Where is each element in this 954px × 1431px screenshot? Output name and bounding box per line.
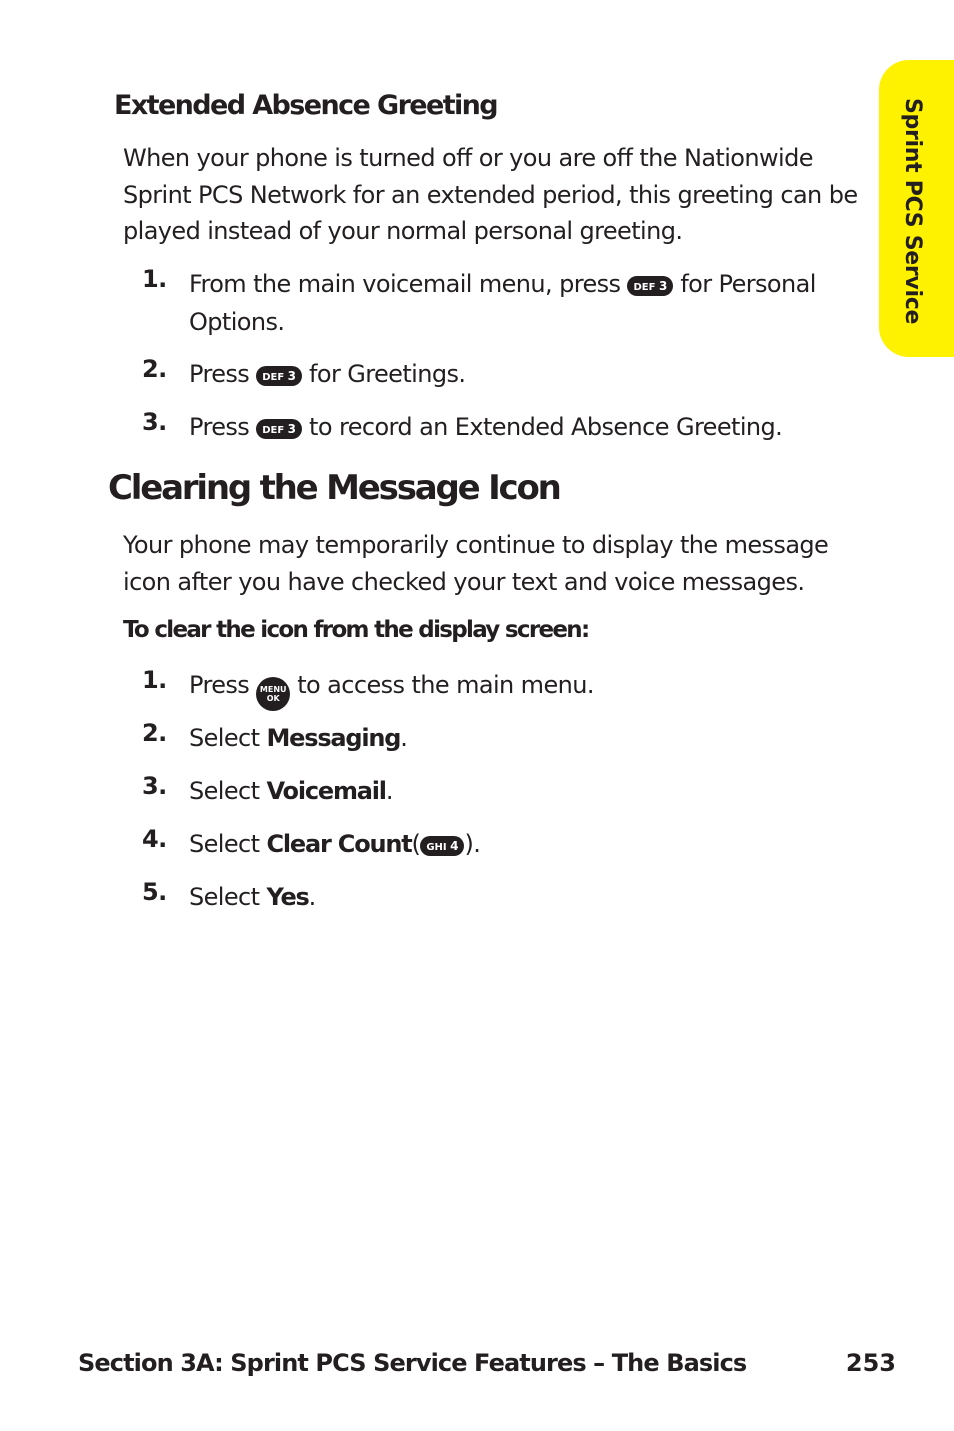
step-number: 2. bbox=[142, 719, 167, 747]
steps-lead: To clear the icon from the display screen: bbox=[123, 617, 589, 643]
step-number: 2. bbox=[142, 355, 167, 383]
clearing-message-icon-body: Your phone may temporarily continue to display the message icon after you have checked your text and voice messages. bbox=[123, 531, 829, 596]
step-number: 5. bbox=[142, 878, 167, 906]
def-3-key-icon: DEF 3 bbox=[256, 419, 302, 439]
extended-absence-heading: Extended Absence Greeting bbox=[114, 90, 498, 121]
def-3-key-icon: DEF 3 bbox=[256, 366, 302, 386]
footer-section-title: Section 3A: Sprint PCS Service Features – The Basics bbox=[78, 1349, 747, 1377]
step-number: 1. bbox=[142, 666, 167, 694]
page-number: 253 bbox=[845, 1349, 896, 1377]
ghi-4-key-icon: GHI 4 bbox=[420, 836, 464, 856]
side-tab-label: Sprint PCS Service bbox=[900, 98, 925, 325]
menu-ok-key-icon: MENU OK bbox=[256, 677, 290, 711]
step-number: 4. bbox=[142, 825, 167, 853]
step-number: 3. bbox=[142, 408, 167, 436]
clearing-message-icon-heading: Clearing the Message Icon bbox=[108, 468, 560, 508]
def-3-key-icon: DEF 3 bbox=[627, 276, 673, 296]
step-number: 3. bbox=[142, 772, 167, 800]
extended-absence-body: When your phone is turned off or you are off the Nationwide Sprint PCS Network for an extended period, this greeting can be played instead of your normal personal greeting. bbox=[123, 144, 858, 245]
step-number: 1. bbox=[142, 265, 167, 293]
